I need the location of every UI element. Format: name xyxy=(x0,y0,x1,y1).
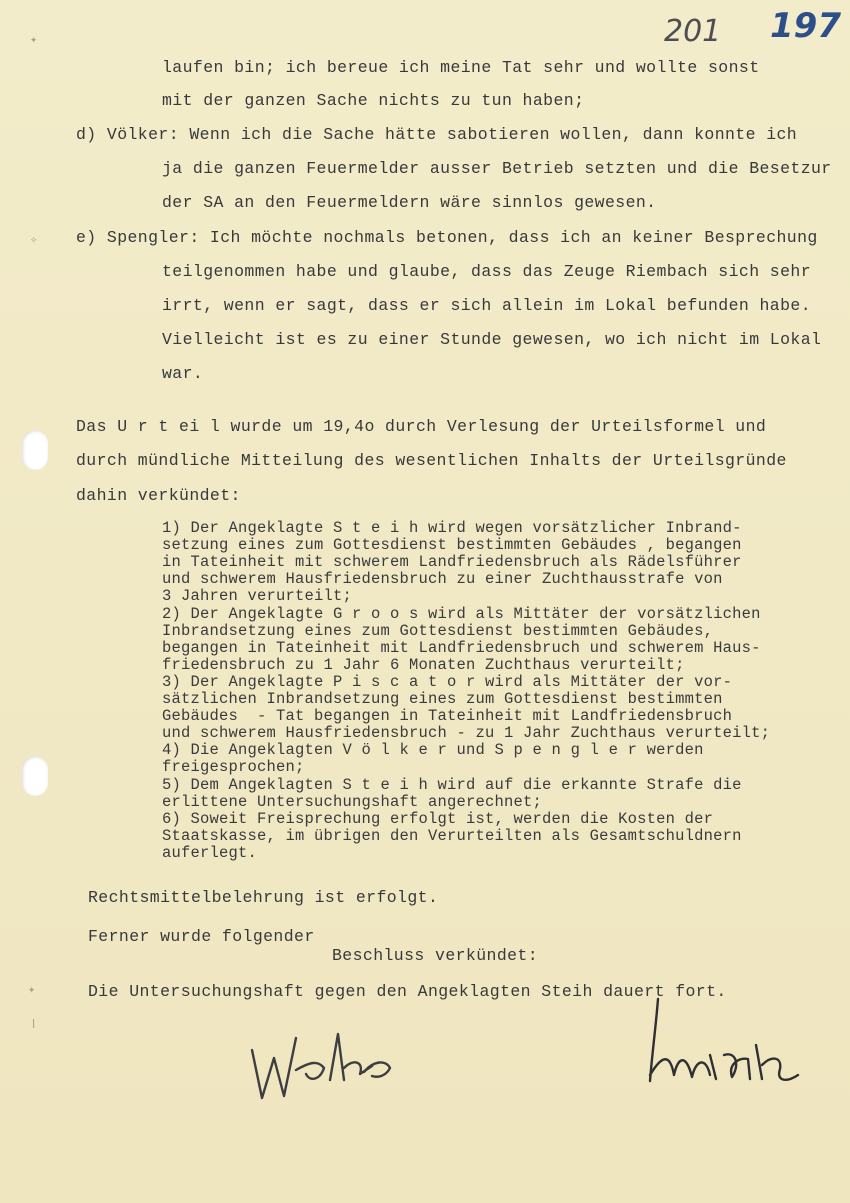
punch-hole xyxy=(22,430,48,470)
judgment-line: 5) Dem Angeklagten S t e i h wird auf die erkannte Strafe die xyxy=(162,776,742,794)
custody-decision: Die Untersuchungshaft gegen den Angeklagten Steih dauert fort. xyxy=(88,982,727,1001)
judgment-line: 1) Der Angeklagte S t e i h wird wegen vorsätzlicher Inbrand- xyxy=(162,519,742,537)
statement-line: war. xyxy=(162,364,204,383)
verdict-intro-line: durch mündliche Mitteilung des wesentlichen Inhalts der Urteilsgründe xyxy=(76,451,787,470)
judgment-line: friedensbruch zu 1 Jahr 6 Monaten Zuchthaus verurteilt; xyxy=(162,656,685,674)
verdict-intro-line: Das U r t ei l wurde um 19,4o durch Verlesung der Urteilsformel und xyxy=(76,417,767,436)
margin-mark: ǀ xyxy=(30,1018,38,1032)
judgment-line: Inbrandsetzung eines zum Gottesdienst bestimmten Gebäudes, xyxy=(162,622,714,640)
judgment-line: 4) Die Angeklagten V ö l k e r und S p e n g l e r werden xyxy=(162,741,704,759)
judgment-line: auferlegt. xyxy=(162,844,258,862)
statement-line: e) Spengler: Ich möchte nochmals betonen, dass ich an keiner Besprechung xyxy=(76,228,818,247)
signature-left xyxy=(240,1010,400,1110)
judgment-line: in Tateinheit mit schwerem Landfriedensbruch als Rädelsführer xyxy=(162,553,742,571)
decision-intro: Ferner wurde folgender xyxy=(88,927,315,946)
judgment-line: und schwerem Hausfriedensbruch - zu 1 Jahr Zuchthaus verurteilt; xyxy=(162,724,771,742)
punch-hole xyxy=(22,756,48,796)
statement-line: mit der ganzen Sache nichts zu tun haben; xyxy=(162,91,585,110)
statement-line: ja die ganzen Feuermelder ausser Betrieb setzten und die Besetzur xyxy=(162,159,832,178)
verdict-intro-line: dahin verkündet: xyxy=(76,486,241,505)
decision-heading: Beschluss verkündet: xyxy=(332,946,539,965)
judgment-line: setzung eines zum Gottesdienst bestimmten Gebäudes , begangen xyxy=(162,536,742,554)
statement-line: der SA an den Feuermeldern wäre sinnlos gewesen. xyxy=(162,193,657,212)
judgment-line: erlittene Untersuchungshaft angerechnet; xyxy=(162,793,543,811)
legal-remedy-note: Rechtsmittelbelehrung ist erfolgt. xyxy=(88,888,439,907)
statement-line: laufen bin; ich bereue ich meine Tat sehr und wollte sonst xyxy=(162,58,760,77)
judgment-line: Gebäudes - Tat begangen in Tateinheit mit Landfriedensbruch xyxy=(162,707,733,725)
statement-line: Vielleicht ist es zu einer Stunde gewesen, wo ich nicht im Lokal xyxy=(162,330,822,349)
judgment-line: 3 Jahren verurteilt; xyxy=(162,587,353,605)
judgment-line: 2) Der Angeklagte G r o o s wird als Mittäter der vorsätzlichen xyxy=(162,605,761,623)
judgment-line: und schwerem Hausfriedensbruch zu einer Zuchthausstrafe von xyxy=(162,570,723,588)
page-number-pencil: 201 xyxy=(664,14,722,49)
statement-line: teilgenommen habe und glaube, dass das Zeuge Riembach sich sehr xyxy=(162,262,812,281)
margin-mark: ✦ xyxy=(28,983,36,997)
signature-right xyxy=(640,995,810,1095)
statement-line: irrt, wenn er sagt, dass er sich allein im Lokal befunden habe. xyxy=(162,296,812,315)
page-number-ink: 197 xyxy=(770,6,841,46)
statement-line: d) Völker: Wenn ich die Sache hätte sabotieren wollen, dann konnte ich xyxy=(76,125,798,144)
judgment-line: Staatskasse, im übrigen den Verurteilten als Gesamtschuldnern xyxy=(162,827,742,845)
judgment-line: freigesprochen; xyxy=(162,758,305,776)
judgment-line: 6) Soweit Freisprechung erfolgt ist, werden die Kosten der xyxy=(162,810,714,828)
judgment-line: sätzlichen Inbrandsetzung eines zum Gottesdienst bestimmten xyxy=(162,690,723,708)
margin-mark: ✦ xyxy=(30,33,38,47)
margin-mark: ✧ xyxy=(30,233,38,247)
judgment-line: 3) Der Angeklagte P i s c a t o r wird als Mittäter der vor- xyxy=(162,673,733,691)
judgment-line: begangen in Tateinheit mit Landfriedensbruch und schwerem Haus- xyxy=(162,639,761,657)
